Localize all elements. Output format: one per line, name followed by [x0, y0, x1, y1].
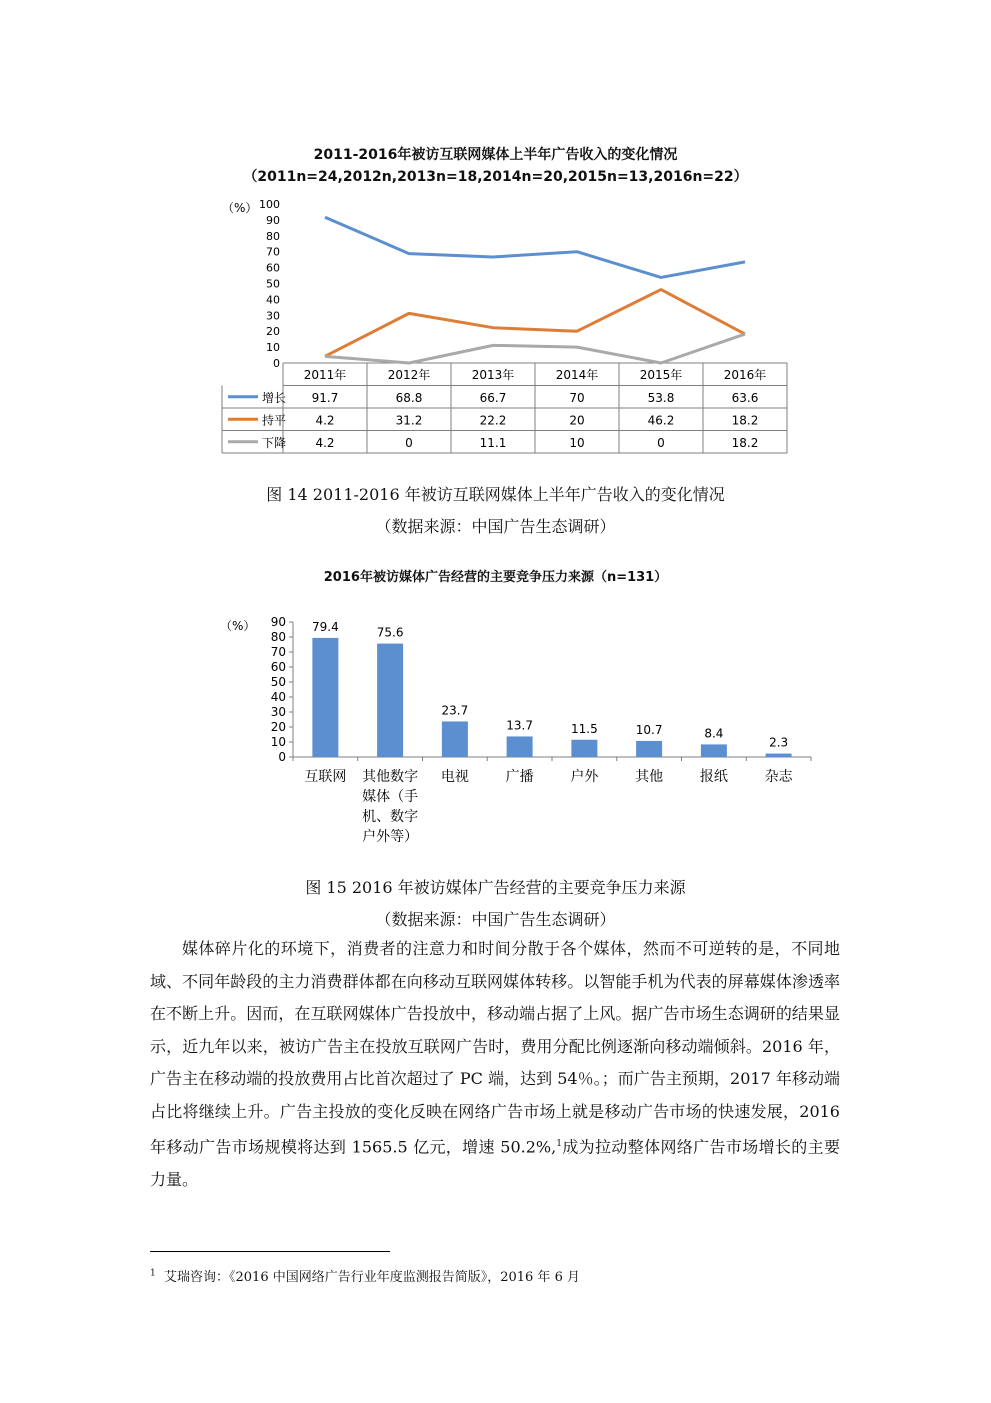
table-cell: 20 [569, 413, 585, 428]
x-category-label: 2012年 [387, 368, 431, 382]
line-chart [200, 190, 810, 460]
y-tick-label: 70 [266, 245, 280, 259]
footnote-number: 1 [150, 1268, 156, 1279]
table-cell: 46.2 [647, 413, 675, 428]
x-category-label: 广播 [505, 769, 534, 785]
y-tick-label: 100 [259, 198, 280, 211]
footnote [150, 1266, 580, 1285]
table-cell: 0 [657, 435, 665, 450]
y-tick-label: 50 [270, 675, 286, 689]
y-tick-label: 80 [266, 229, 280, 243]
table-cell: 4.2 [315, 413, 335, 428]
data-label: 2.3 [769, 735, 789, 750]
x-category-label: 报纸 [699, 769, 728, 785]
data-label: 23.7 [441, 703, 469, 718]
bar [312, 638, 338, 757]
footnote-text: 艾瑞咨询：《2016 中国网络广告行业年度监测报告简版》，2016 年 6 月 [164, 1270, 580, 1285]
y-tick-label: 60 [266, 261, 280, 275]
table-cell: 11.1 [479, 435, 507, 450]
x-category-label: 杂志 [764, 769, 793, 785]
y-tick-label: 50 [266, 277, 280, 291]
table-cell: 53.8 [647, 390, 675, 405]
x-category-label: 2015年 [639, 368, 683, 382]
x-category-label: 媒体（手 [362, 789, 419, 805]
table-cell: 0 [405, 435, 413, 450]
x-category-label: 机、数字 [362, 809, 419, 825]
x-category-label: 电视 [440, 769, 469, 785]
y-unit-label: （%） [220, 619, 256, 633]
table-cell: 66.7 [479, 390, 507, 405]
y-tick-label: 80 [270, 630, 286, 644]
table-cell: 18.2 [731, 435, 759, 450]
x-category-label: 2016年 [723, 368, 767, 382]
y-tick-label: 40 [270, 690, 286, 704]
table-cell: 31.2 [395, 413, 423, 428]
bar [442, 721, 468, 757]
bar-chart [200, 600, 820, 860]
figure14-caption: 图 14 2011-2016 年被访互联网媒体上半年广告收入的变化情况 [266, 485, 725, 504]
y-tick-label: 60 [270, 660, 286, 674]
footnote-divider [150, 1251, 390, 1252]
table-cell: 70 [569, 390, 585, 405]
data-label: 11.5 [571, 721, 598, 736]
y-tick-label: 30 [266, 309, 280, 323]
table-cell: 91.7 [311, 390, 339, 405]
paragraph-tail: 成为拉动整体网络广告市场增长的主要力量。 [150, 1137, 840, 1189]
figure15-title: 2016年被访媒体广告经营的主要竞争压力来源（n=131） [323, 570, 668, 585]
x-category-label: 户外 [570, 769, 599, 785]
figure14-subtitle: （2011n=24,2012n,2013n=18,2014n=20,2015n=13,2016n=22） [243, 169, 748, 185]
legend-label: 下降 [262, 435, 287, 450]
y-tick-label: 90 [270, 615, 286, 629]
x-category-label: 互联网 [304, 769, 347, 785]
table-cell: 63.6 [731, 390, 759, 405]
data-label: 10.7 [635, 722, 663, 737]
y-tick-label: 0 [273, 357, 280, 370]
data-label: 79.4 [312, 619, 339, 634]
x-category-label: 其他数字 [362, 769, 419, 785]
table-cell: 4.2 [315, 435, 335, 450]
paragraph-text: 媒体碎片化的环境下，消费者的注意力和时间分散于各个媒体，然而不可逆转的是，不同地域、不同年龄段的主力消费群体都在向移动互联网媒体转移。以智能手机为代表的屏幕媒体渗透率在不断上升。因而，在互联网媒体广告投放中，移动端占据了上风。据广告市场生态调研的结果显示，近九年以来，被访广告主在投放互联网广告时，费用分配比例逐渐向移动端倾斜。2016 年，广告主在移动端的投放费用占比首次超过了 PC 端，达到 54％。；而广告主预期，2017 年移动端占比将继续上升。广告主投放的变化反映在网络广告市场上就是移动广告市场的快速发展，2016 年移动广告市场规模将达到 1565.5 亿元，增速 50.2%, [150, 939, 840, 1157]
bar [701, 744, 727, 757]
series-line-1 [325, 217, 745, 277]
bar [766, 754, 792, 757]
figure15-source: （数据来源：中国广告生态调研） [375, 910, 616, 929]
figure14-source: （数据来源：中国广告生态调研） [375, 517, 616, 536]
bar [636, 741, 662, 757]
y-tick-label: 90 [266, 213, 280, 227]
y-tick-label: 10 [270, 735, 286, 749]
y-tick-label: 10 [266, 341, 280, 355]
bar [507, 736, 533, 757]
data-label: 8.4 [704, 726, 724, 741]
table-cell: 18.2 [731, 413, 759, 428]
legend-label: 增长 [262, 390, 287, 405]
x-category-label: 2013年 [471, 368, 515, 382]
bar [571, 740, 597, 757]
footnote-ref[interactable]: 1 [556, 1139, 562, 1149]
body-paragraph [150, 933, 840, 1196]
table-cell: 22.2 [479, 413, 507, 428]
y-tick-label: 20 [270, 720, 286, 734]
series-line-3 [325, 334, 745, 363]
x-category-label: 其他 [635, 769, 664, 785]
data-label: 13.7 [506, 718, 533, 733]
table-cell: 68.8 [395, 390, 423, 405]
figure15-caption: 图 15 2016 年被访媒体广告经营的主要竞争压力来源 [305, 878, 686, 897]
x-category-label: 户外等） [362, 829, 419, 845]
y-tick-label: 30 [270, 705, 286, 719]
legend-label: 持平 [262, 413, 287, 428]
table-cell: 10 [569, 435, 585, 450]
figure14-title: 2011-2016年被访互联网媒体上半年广告收入的变化情况 [313, 147, 678, 163]
y-unit-label: （%） [222, 201, 258, 215]
x-category-label: 2014年 [555, 368, 599, 382]
x-category-label: 2011年 [303, 368, 347, 382]
bar [377, 644, 403, 757]
y-tick-label: 70 [270, 645, 286, 659]
y-tick-label: 40 [266, 293, 280, 307]
data-label: 75.6 [376, 625, 404, 640]
y-tick-label: 0 [278, 750, 286, 764]
y-tick-label: 20 [266, 325, 280, 339]
